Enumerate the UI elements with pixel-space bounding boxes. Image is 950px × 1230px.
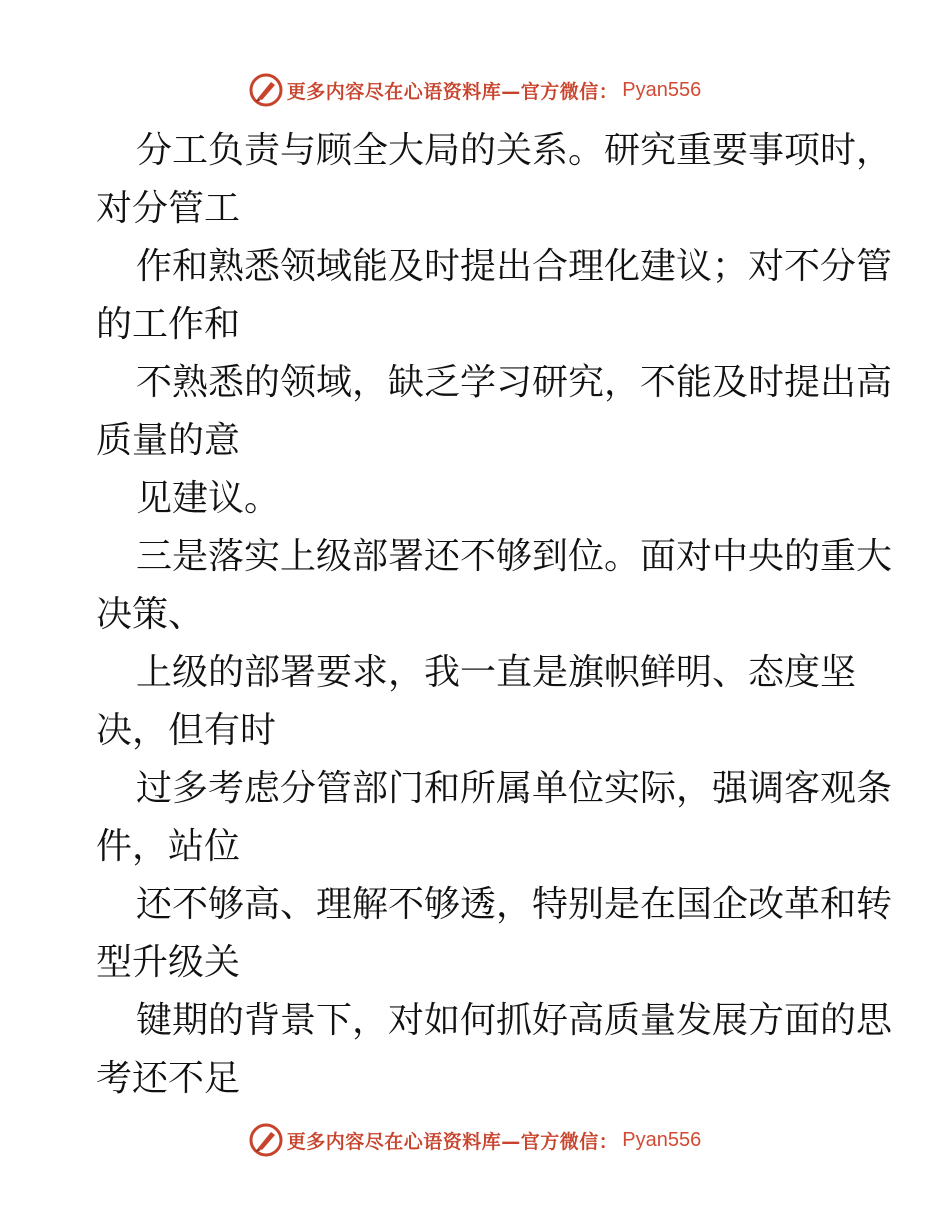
paragraph <box>96 992 893 1108</box>
document-body <box>96 122 893 1108</box>
paragraph-line: 的工作和 <box>96 304 241 345</box>
paragraph-line: 键期的背景下，对如何抓好高质量发展方面的思 <box>136 1000 893 1041</box>
paragraph-line: 型升级关 <box>96 942 241 983</box>
paragraph-line: 件，站位 <box>96 826 241 867</box>
paragraph-line: 作和熟悉领域能及时提出合理化建议；对不分管 <box>136 246 893 287</box>
paragraph-line: 不熟悉的领域，缺乏学习研究，不能及时提出高 <box>136 362 893 403</box>
header-watermark-banner <box>0 70 950 110</box>
header-wechat-id: Pyan556 <box>622 78 702 101</box>
paragraph-line: 决，但有时 <box>96 710 277 751</box>
paragraph <box>96 760 893 876</box>
paragraph <box>96 238 893 354</box>
paragraph-line: 上级的部署要求，我一直是旗帜鲜明、态度坚 <box>136 652 857 693</box>
paragraph <box>96 122 893 238</box>
paragraph-line: 决策、 <box>96 594 205 635</box>
footer-wechat-id: Pyan556 <box>622 1128 702 1151</box>
paragraph-line: 对分管工 <box>96 188 241 229</box>
header-banner-text: 更多内容尽在心语资料库—官方微信： <box>286 80 619 103</box>
paragraph-line: 质量的意 <box>96 420 241 461</box>
paragraph <box>96 528 893 644</box>
paragraph-line: 考还不足 <box>96 1058 241 1099</box>
paragraph-line: 还不够高、理解不够透，特别是在国企改革和转 <box>136 884 893 925</box>
paragraph <box>96 470 856 528</box>
footer-watermark-banner <box>0 1120 950 1160</box>
paragraph <box>96 354 893 470</box>
quill-pen-logo-icon <box>249 1123 283 1157</box>
paragraph-line: 见建议。 <box>136 478 281 519</box>
paragraph-line: 三是落实上级部署还不够到位。面对中央的重大 <box>136 536 893 577</box>
paragraph <box>96 876 893 992</box>
paragraph-line: 过多考虑分管部门和所属单位实际，强调客观条 <box>136 768 893 809</box>
paragraph-line: 分工负责与顾全大局的关系。研究重要事项时， <box>136 130 893 171</box>
quill-pen-logo-icon <box>249 73 283 107</box>
footer-banner-text: 更多内容尽在心语资料库—官方微信： <box>286 1130 619 1153</box>
paragraph <box>96 644 856 760</box>
